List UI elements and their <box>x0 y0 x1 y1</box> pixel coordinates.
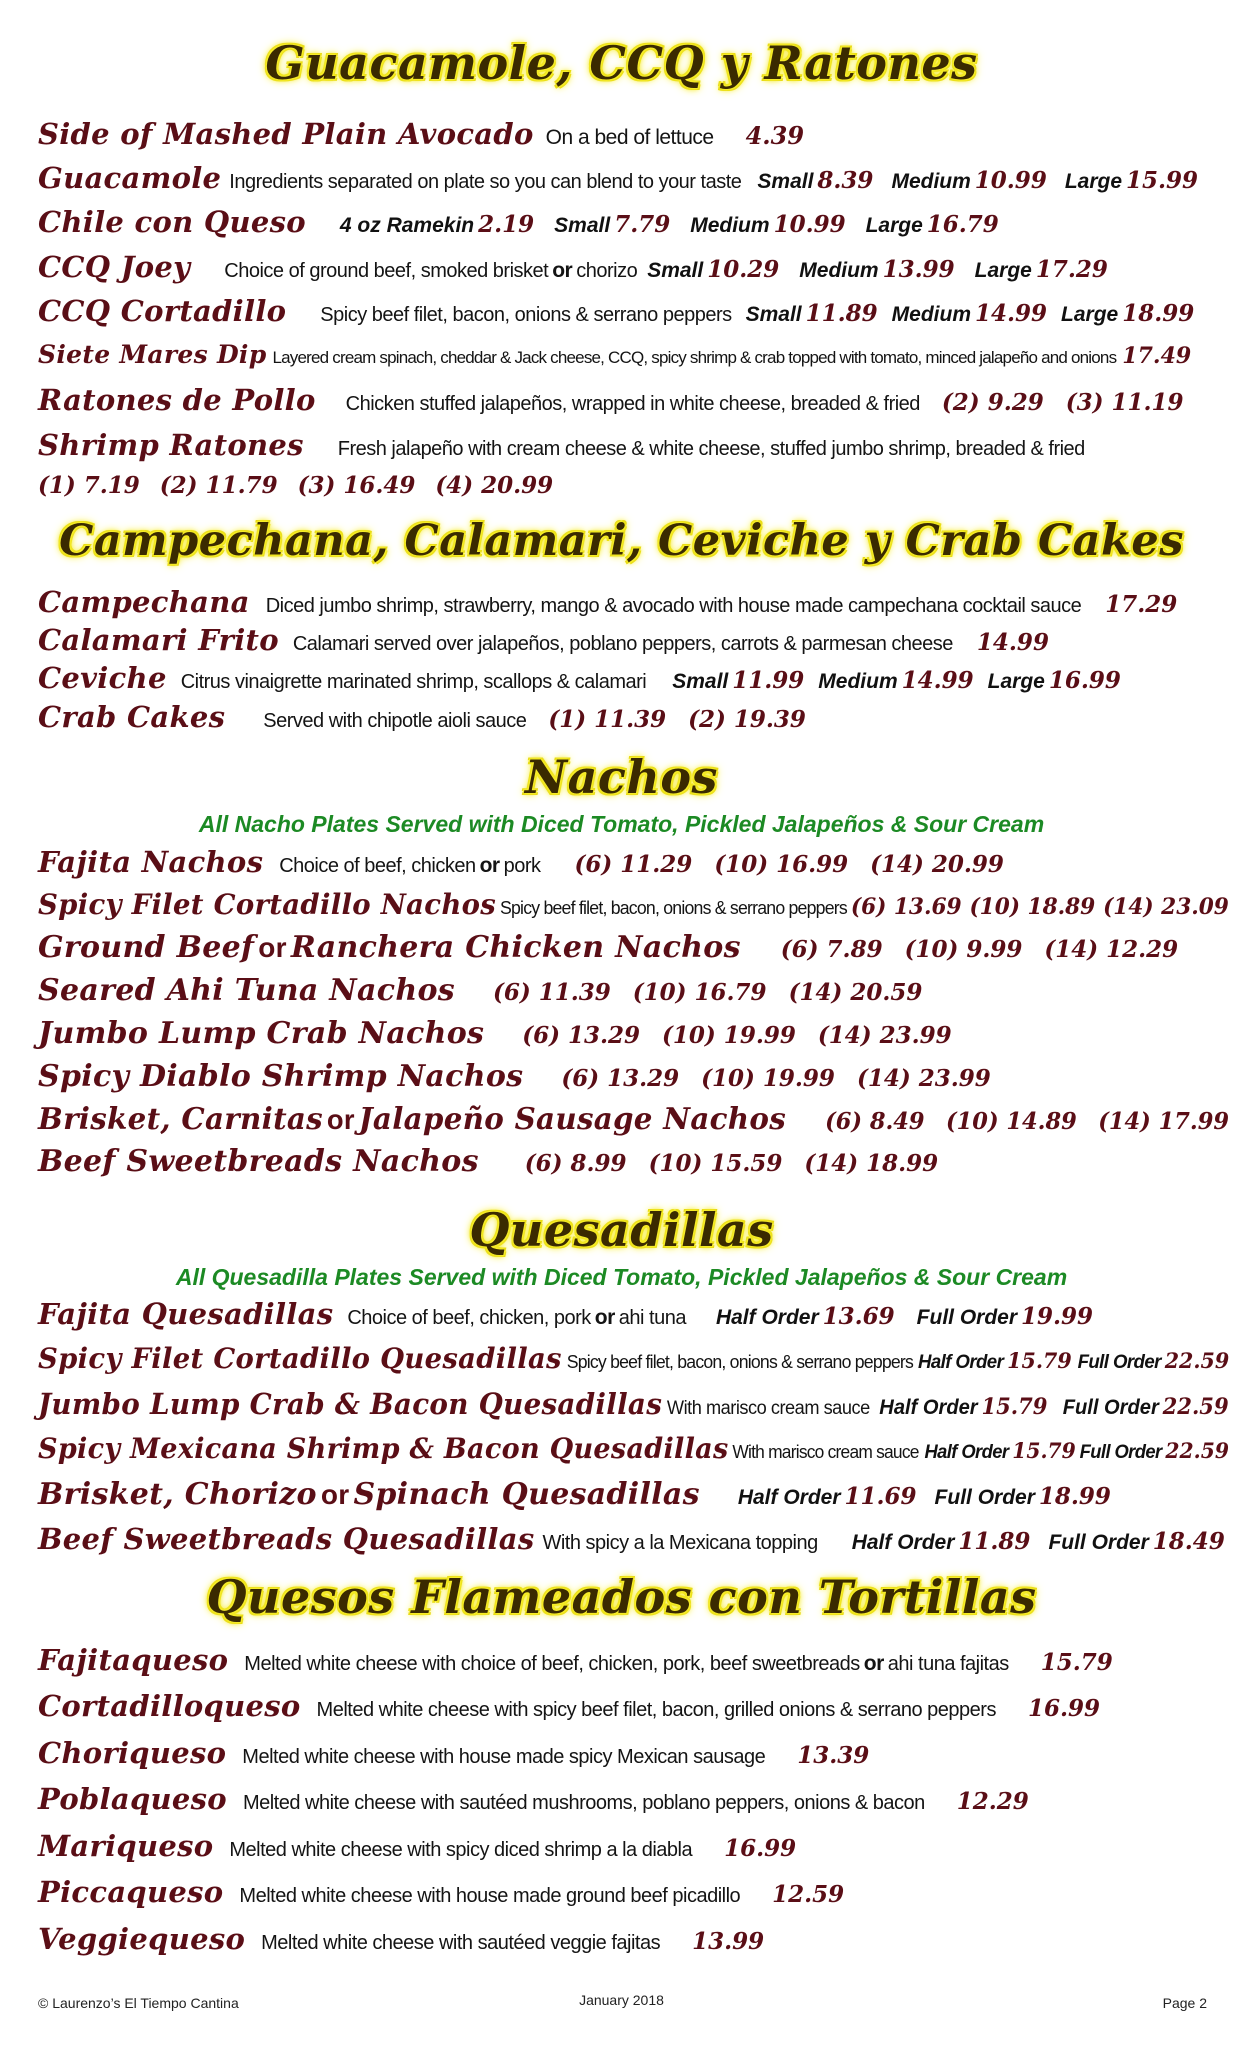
item-price: (10) 19.99 <box>662 1022 796 1049</box>
item-description: With marisco cream sauce <box>666 1398 870 1419</box>
item-description: Choice of ground beef, smoked brisket <box>224 260 549 282</box>
item-price: (10) 16.79 <box>632 979 767 1006</box>
item-price: (3) 11.19 <box>1065 389 1184 416</box>
item-price: 17.29 <box>1105 591 1178 618</box>
item-name: Campechana <box>38 585 250 619</box>
item-price: 7.79 <box>614 211 671 238</box>
size-label: Medium <box>690 214 770 237</box>
size-label: Full Order <box>1077 1352 1161 1373</box>
item-name: Spicy Filet Cortadillo Nachos <box>38 888 497 921</box>
footer-page-number: Page 2 <box>1162 1995 1207 2011</box>
or-word: or <box>326 1104 355 1135</box>
item-price: 16.99 <box>1048 667 1121 694</box>
menu-item-sweetbreads-nachos <box>38 1144 939 1179</box>
menu-item-campechana <box>38 585 1178 619</box>
item-price: (6) 11.29 <box>574 851 693 878</box>
item-price: (10) 15.59 <box>648 1150 783 1177</box>
menu-item-piccaqueso <box>38 1875 845 1909</box>
size-label: Half Order <box>851 1531 955 1554</box>
item-name: Spicy Diablo Shrimp Nachos <box>38 1059 524 1094</box>
item-price: 2.19 <box>478 211 535 238</box>
menu-item-mashed-avocado <box>38 117 805 151</box>
item-description: Melted white cheese with choice of beef, chicken, pork, beef sweetbreads <box>244 1653 860 1675</box>
size-label: Large <box>974 259 1032 282</box>
item-price: 13.99 <box>692 1928 765 1955</box>
item-description: With spicy a la Mexicana topping <box>542 1532 818 1554</box>
item-description: Spicy beef filet, bacon, onions & serrano peppers <box>320 304 732 326</box>
item-description: ahi tuna fajitas <box>887 1653 1009 1675</box>
size-label: 4 oz Ramekin <box>339 214 475 237</box>
item-description: chorizo <box>576 260 638 282</box>
menu-item-brisket-chorizo-quesadillas <box>38 1477 1111 1512</box>
item-name: Spicy Filet Cortadillo Quesadillas <box>38 1342 562 1375</box>
item-price: 15.79 <box>1007 1348 1072 1373</box>
item-name: Side of Mashed Plain Avocado <box>38 117 534 151</box>
item-price: 18.99 <box>1038 1483 1111 1510</box>
item-price: (10) 9.99 <box>904 936 1023 963</box>
item-name: Beef Sweetbreads Quesadillas <box>38 1522 535 1556</box>
item-price: (2) 11.79 <box>159 472 278 499</box>
menu-item-fajita-quesadillas <box>38 1297 1094 1331</box>
or-word: or <box>594 1306 615 1329</box>
menu-item-brisket-nachos <box>38 1102 1230 1137</box>
item-name: Fajita Nachos <box>38 845 264 879</box>
item-price: (2) 19.39 <box>688 706 806 733</box>
size-label: Small <box>757 170 814 193</box>
item-name: Calamari Frito <box>38 623 279 657</box>
menu-item-calamari-frito <box>38 623 1049 657</box>
item-description: Melted white cheese with spicy diced shrimp a la diabla <box>229 1839 693 1861</box>
item-description: On a bed of lettuce <box>545 126 714 149</box>
size-label: Small <box>554 214 611 237</box>
menu-item-ccq-joey <box>38 250 1108 284</box>
size-label: Half Order <box>924 1442 1009 1463</box>
item-price: 14.99 <box>901 667 974 694</box>
item-name: Jalapeño Sausage Nachos <box>358 1102 787 1137</box>
size-label: Large <box>1061 303 1119 326</box>
item-name: Poblaqueso <box>38 1782 227 1816</box>
item-name: Choriqueso <box>38 1736 227 1770</box>
menu-item-filet-quesadillas <box>38 1342 1230 1375</box>
item-price: (6) 13.29 <box>522 1022 641 1049</box>
footer-copyright: © Laurenzo’s El Tiempo Cantina <box>38 1995 239 2011</box>
item-price: 19.99 <box>1021 1303 1094 1330</box>
menu-item-fajitaqueso <box>38 1643 1113 1677</box>
item-price: 18.49 <box>1152 1528 1225 1555</box>
item-name: Ratones de Pollo <box>38 383 316 417</box>
item-price: 11.89 <box>958 1528 1031 1555</box>
or-word: or <box>863 1652 884 1675</box>
item-description: Spicy beef filet, bacon, onions & serrano peppers <box>566 1352 914 1372</box>
menu-item-guacamole <box>38 161 1199 195</box>
item-price: 16.99 <box>724 1835 797 1862</box>
item-price: (6) 11.39 <box>492 979 611 1006</box>
item-name: Jumbo Lump Crab & Bacon Quesadillas <box>38 1387 663 1421</box>
item-name: Jumbo Lump Crab Nachos <box>38 1016 485 1051</box>
item-description: With marisco cream sauce <box>732 1442 919 1462</box>
item-description: Citrus vinaigrette marinated shrimp, scallops & calamari <box>180 671 647 693</box>
menu-item-ceviche <box>38 661 1121 695</box>
item-name: Brisket, Chorizo <box>38 1477 317 1512</box>
item-price: 13.99 <box>882 256 955 283</box>
item-price: 22.59 <box>1165 1438 1229 1463</box>
item-price: (14) 12.29 <box>1044 936 1179 963</box>
item-price: (14) 23.99 <box>817 1022 952 1049</box>
item-price: (14) 23.99 <box>856 1065 991 1092</box>
size-label: Half Order <box>715 1306 819 1329</box>
item-description: Layered cream spinach, cheddar & Jack cheese, CCQ, spicy shrimp & crab topped with tomato, minced jalapeño and onions <box>272 348 1117 367</box>
size-label: Half Order <box>737 1486 841 1509</box>
size-label: Large <box>865 214 923 237</box>
size-label: Small <box>647 259 704 282</box>
menu-item-sweetbreads-quesadillas <box>38 1522 1225 1556</box>
size-label: Medium <box>818 670 898 693</box>
item-price: 10.29 <box>707 256 780 283</box>
menu-item-crab-bacon-quesadillas <box>38 1387 1229 1421</box>
menu-item-ahi-tuna-nachos <box>38 973 923 1008</box>
item-name: Spinach Quesadillas <box>353 1477 700 1512</box>
size-label: Small <box>745 303 802 326</box>
section-title-campechana <box>0 516 1243 566</box>
menu-item-siete-mares-dip <box>38 342 1191 367</box>
or-word: or <box>258 932 287 963</box>
menu-item-veggiequeso <box>38 1922 765 1956</box>
item-price: (2) 9.29 <box>941 389 1044 416</box>
item-description: Chicken stuffed jalapeños, wrapped in white cheese, breaded & fried <box>345 393 920 415</box>
heading-text: Quesadillas <box>469 1203 774 1257</box>
item-price: 14.99 <box>975 300 1048 327</box>
item-name: Ceviche <box>38 661 167 695</box>
item-price: 4.39 <box>745 121 805 150</box>
menu-item-mariqueso <box>38 1829 797 1863</box>
or-word: or <box>320 1479 350 1510</box>
item-price: (6) 13.69 <box>850 894 962 920</box>
item-description: Melted white cheese with sautéed veggie fajitas <box>261 1932 661 1954</box>
item-name: Crab Cakes <box>38 700 226 734</box>
menu-item-shrimp-ratones-prices <box>38 474 553 497</box>
item-description: Diced jumbo shrimp, strawberry, mango & avocado with house made campechana cocktail sauce <box>265 595 1082 617</box>
item-description: Choice of beef, chicken, pork <box>347 1307 591 1329</box>
item-price: (14) 23.09 <box>1103 894 1229 920</box>
item-price: 8.39 <box>817 167 874 194</box>
section-note-nachos: All Nacho Plates Served with Diced Tomato, Pickled Jalapeños & Sour Cream <box>198 811 1045 837</box>
item-name: Seared Ahi Tuna Nachos <box>38 973 455 1008</box>
item-name: Fajita Quesadillas <box>38 1297 334 1331</box>
item-price: (3) 16.49 <box>297 472 416 499</box>
item-name: Spicy Mexicana Shrimp & Bacon Quesadillas <box>38 1432 729 1465</box>
item-price: 11.99 <box>732 667 805 694</box>
heading-text: Quesos Flameados con Tortillas <box>206 1570 1037 1624</box>
size-label: Full Order <box>1048 1531 1149 1554</box>
item-description: Melted white cheese with house made spicy Mexican sausage <box>242 1746 766 1768</box>
item-price: 17.29 <box>1035 256 1108 283</box>
heading-text: Guacamole, CCQ y Ratones <box>265 36 978 90</box>
item-price: 22.59 <box>1164 1348 1230 1373</box>
item-description: Choice of beef, chicken <box>279 855 476 877</box>
size-label: Large <box>1064 170 1123 193</box>
item-price: (10) 19.99 <box>701 1065 835 1092</box>
item-description: Ingredients separated on plate so you can blend to your taste <box>229 171 742 193</box>
size-label: Medium <box>891 170 971 193</box>
menu-item-ratones-de-pollo <box>38 383 1184 417</box>
item-name: Cortadilloqueso <box>38 1689 301 1723</box>
item-price: 17.49 <box>1122 343 1192 369</box>
size-label: Half Order <box>879 1396 978 1419</box>
item-name: Siete Mares Dip <box>38 340 267 369</box>
item-description: Melted white cheese with sautéed mushrooms, poblano peppers, onions & bacon <box>242 1792 925 1814</box>
item-name: Brisket, Carnitas <box>38 1102 323 1137</box>
item-price: 12.59 <box>772 1881 845 1908</box>
item-description: Spicy beef filet, bacon, onions & serrano peppers <box>499 898 847 918</box>
item-price: 15.99 <box>1126 167 1199 194</box>
item-price: 11.69 <box>844 1483 917 1510</box>
item-description: Melted white cheese with house made ground beef picadillo <box>239 1885 741 1907</box>
item-price: (10) 18.89 <box>969 894 1096 920</box>
size-label: Full Order <box>916 1306 1018 1329</box>
section-title-quesos-flameados <box>0 1570 1243 1624</box>
item-price: (14) 17.99 <box>1098 1108 1230 1135</box>
size-label: Full Order <box>1079 1442 1162 1463</box>
item-price: 15.79 <box>981 1394 1048 1420</box>
item-price: (1) 11.39 <box>548 706 667 733</box>
item-price: (6) 8.99 <box>524 1150 627 1177</box>
item-price: (14) 20.59 <box>788 979 923 1006</box>
item-description: ahi tuna <box>618 1307 686 1329</box>
item-description: pork <box>503 855 541 877</box>
item-price: 15.79 <box>1012 1438 1076 1463</box>
item-name: Veggiequeso <box>38 1922 246 1956</box>
item-name: Beef Sweetbreads Nachos <box>38 1144 479 1179</box>
menu-item-crab-nachos <box>38 1016 952 1051</box>
item-price: 16.79 <box>926 211 999 238</box>
size-label: Large <box>987 670 1045 693</box>
item-name: Ground Beef <box>38 930 255 965</box>
size-label: Half Order <box>917 1352 1004 1373</box>
menu-item-poblaqueso <box>38 1782 1029 1816</box>
item-price: (10) 16.99 <box>714 851 849 878</box>
item-price: (6) 8.49 <box>825 1108 925 1135</box>
size-label: Full Order <box>934 1486 1035 1509</box>
item-name: CCQ Cortadillo <box>38 294 287 328</box>
item-price: 12.29 <box>956 1788 1029 1815</box>
menu-item-chile-con-queso <box>38 205 999 239</box>
heading-text: Nachos <box>525 750 718 804</box>
item-price: (6) 7.89 <box>780 936 883 963</box>
item-name: Piccaqueso <box>38 1875 224 1909</box>
item-price: (14) 18.99 <box>804 1150 939 1177</box>
menu-item-filet-nachos <box>38 888 1229 921</box>
item-name: Mariqueso <box>38 1829 214 1863</box>
size-label: Full Order <box>1062 1396 1159 1419</box>
or-word: or <box>479 854 500 877</box>
section-title-quesadillas <box>0 1203 1243 1257</box>
item-description: Served with chipotle aioli sauce <box>263 710 527 732</box>
item-price: 15.79 <box>1040 1649 1113 1676</box>
item-price: 18.99 <box>1122 300 1195 327</box>
item-price: 16.99 <box>1027 1695 1100 1722</box>
section-note-quesadillas: All Quesadilla Plates Served with Diced Tomato, Pickled Jalapeños & Sour Cream <box>175 1264 1068 1290</box>
footer-date: January 2018 <box>579 1992 664 2008</box>
item-name: Chile con Queso <box>38 205 306 239</box>
size-label: Small <box>672 670 729 693</box>
item-description: Fresh jalapeño with cream cheese & white cheese, stuffed jumbo shrimp, breaded & fried <box>337 438 1085 460</box>
item-name: Ranchera Chicken Nachos <box>290 930 741 965</box>
menu-item-diablo-shrimp-nachos <box>38 1059 991 1094</box>
item-price: 10.99 <box>773 211 846 238</box>
or-word: or <box>552 259 573 282</box>
menu-item-ground-beef-nachos <box>38 930 1179 965</box>
item-name: CCQ Joey <box>38 250 191 284</box>
item-price: (6) 13.29 <box>561 1065 680 1092</box>
item-price: 10.99 <box>974 167 1047 194</box>
menu-item-ccq-cortadillo <box>38 294 1195 328</box>
item-price: (14) 20.99 <box>870 851 1004 878</box>
item-description: Calamari served over jalapeños, poblano peppers, carrots & parmesan cheese <box>292 633 953 655</box>
item-name: Shrimp Ratones <box>38 428 304 462</box>
menu-item-choriqueso <box>38 1736 870 1770</box>
menu-item-shrimp-ratones <box>38 428 1085 462</box>
menu-item-crab-cakes <box>38 700 806 734</box>
item-name: Guacamole <box>38 161 222 195</box>
menu-item-fajita-nachos <box>38 845 1004 879</box>
item-description: Melted white cheese with spicy beef filet, bacon, grilled onions & serrano peppers <box>316 1699 996 1721</box>
size-label: Medium <box>891 303 972 326</box>
size-label: Medium <box>799 259 879 282</box>
item-price: (1) 7.19 <box>38 472 140 499</box>
menu-item-mexicana-shrimp-quesadillas <box>38 1432 1229 1465</box>
item-price: 14.99 <box>976 629 1049 656</box>
item-price: 11.89 <box>805 300 878 327</box>
item-price: 13.69 <box>822 1303 895 1330</box>
item-name: Fajitaqueso <box>38 1643 229 1677</box>
item-price: (10) 14.89 <box>946 1108 1077 1135</box>
heading-text: Campechana, Calamari, Ceviche y Crab Cakes <box>59 516 1184 566</box>
item-price: (4) 20.99 <box>435 472 554 499</box>
section-title-nachos <box>0 750 1243 804</box>
item-price: 13.39 <box>797 1742 870 1769</box>
menu-item-cortadilloqueso <box>38 1689 1100 1723</box>
section-title-guacamole <box>0 36 1243 90</box>
item-price: 22.59 <box>1162 1394 1229 1420</box>
